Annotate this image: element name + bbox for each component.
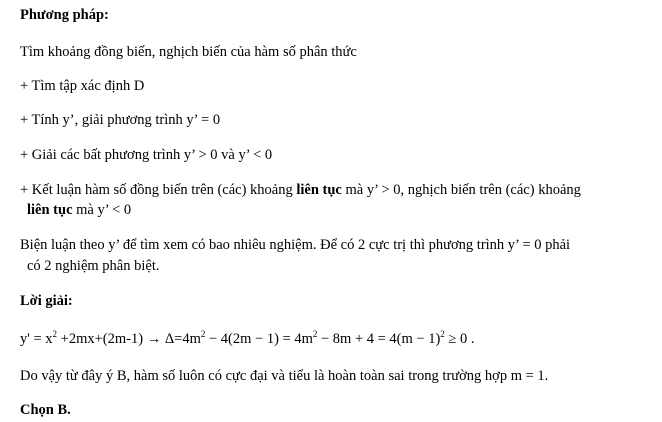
intro-text: Tìm khoảng đồng biến, nghịch biến của hàm số phân thức (20, 44, 357, 60)
formula-exp-3: 2 (312, 329, 318, 339)
formula-exp-1: 2 (52, 329, 58, 339)
conclusion-bold-1: liên tục (296, 182, 342, 198)
formula-part-b: +2mx+(2m-1) → Δ=4m (57, 331, 201, 347)
method-heading: Phương pháp: (20, 7, 109, 23)
conclusion-text-1: + Kết luận hàm số đồng biến trên (các) khoảng (20, 182, 297, 198)
conclusion-text-2: mà y’ > 0, nghịch biến trên (các) khoảng (341, 182, 581, 198)
step-3: + Giải các bất phương trình y’ > 0 và y’ < 0 (20, 147, 273, 163)
step-1: + Tìm tập xác định D (20, 78, 145, 94)
conclusion-text-3: mà y’ < 0 (72, 202, 132, 218)
formula-part-a: y' = x (20, 331, 53, 347)
conclusion-bold-2: liên tục (27, 202, 73, 218)
step-2: + Tính y’, giải phương trình y’ = 0 (20, 112, 221, 128)
answer-text: Chọn B. (20, 402, 71, 418)
formula-part-e: ≥ 0 . (444, 331, 475, 347)
formula-part-c: − 4(2m − 1) = 4m (205, 331, 313, 347)
argument-line-2: có 2 nghiệm phân biệt. (27, 258, 160, 274)
conclusion-line-2 (27, 201, 131, 219)
derivative-formula (20, 330, 475, 348)
formula-exp-2: 2 (200, 329, 206, 339)
solution-heading: Lời giải: (20, 293, 73, 309)
formula-exp-4: 2 (440, 329, 445, 339)
conclusion-line-1 (20, 181, 581, 199)
formula-part-d: − 8m + 4 = 4(m − 1) (317, 331, 441, 347)
argument-line-1: Biện luận theo y’ để tìm xem có bao nhiêu nghiệm. Để có 2 cực trị thì phương trình y’ = 0 phải (20, 237, 571, 253)
result-text: Do vậy từ đây ý B, hàm số luôn có cực đại và tiểu là hoàn toàn sai trong trường hợp m = 1. (20, 368, 549, 384)
